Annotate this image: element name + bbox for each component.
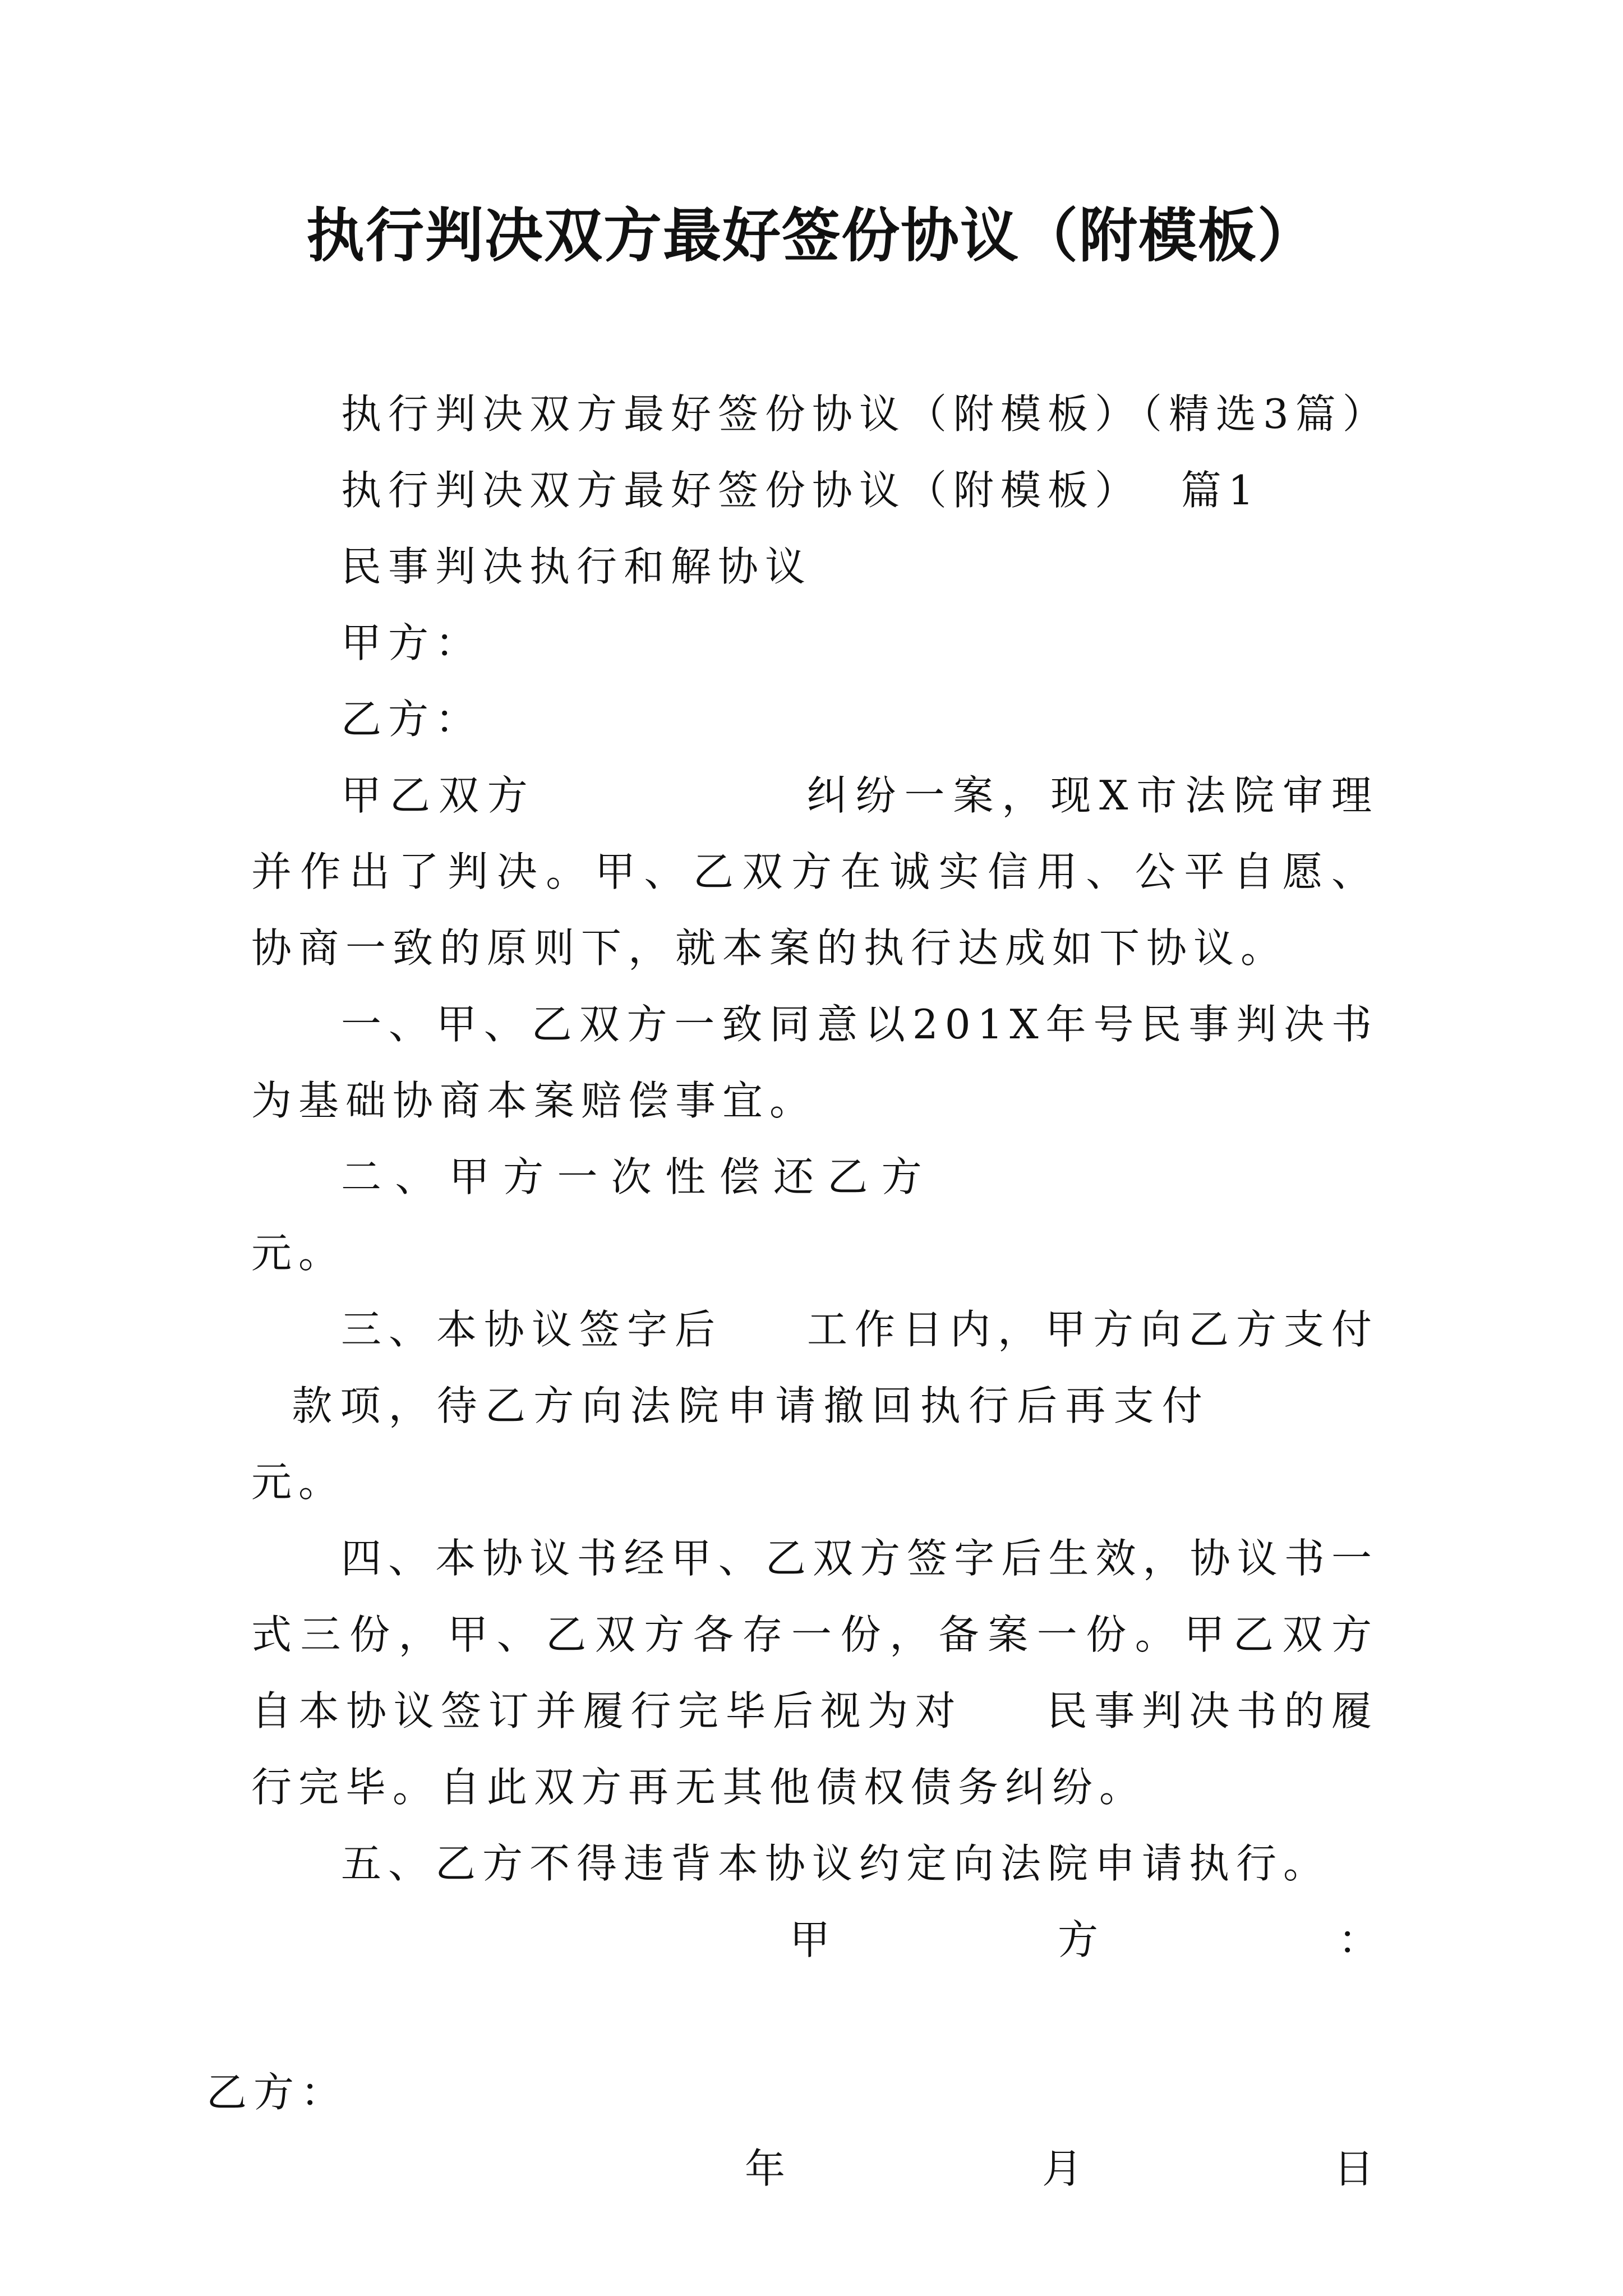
signature-gap <box>251 1978 1378 2054</box>
item3-part-a: 三、本协议签字后 <box>341 1306 722 1353</box>
item4-part-a: 四、本协议书经甲、乙双方签字后生效，协议书一式三份，甲、乙双方各存一份，备案一份。甲乙双方自本协议签订并履行完毕后视为对 <box>251 1535 1378 1734</box>
signature-date <box>251 2131 1381 2207</box>
item4-part-b: 民事判决书的履行完毕。自此双方再无其他债权债务纠纷。 <box>251 1687 1378 1811</box>
item3-part-c: 款项，待乙方向法院申请撤回执行后再支付 <box>291 1382 1210 1429</box>
item2-part-b: 元。 <box>251 1230 346 1277</box>
document-title: 执行判决双方最好签份协议（附模板） <box>306 201 1317 270</box>
article-heading: 执行判决双方最好签份协议（附模板） 篇1 <box>341 467 1261 514</box>
party-a-line: 甲方： <box>341 619 483 666</box>
item3-part-b: 工作日内，甲方向乙方支付 <box>806 1306 1378 1353</box>
item2-part-a: 二、甲方一次性偿还乙方 <box>341 1153 935 1200</box>
date-month: 月 <box>1042 2145 1090 2192</box>
item3-part-d: 元。 <box>251 1458 346 1506</box>
sig-b-label: 乙方： <box>206 2069 348 2116</box>
paragraph-dispute <box>251 757 1378 986</box>
sig-a-colon: ： <box>1338 1916 1386 1963</box>
signature-party-a <box>251 1902 1386 1978</box>
item-3 <box>251 1291 1378 1520</box>
sig-a-char-2: 方 <box>1058 1916 1105 1963</box>
sig-a-char-1: 甲 <box>790 1916 837 1963</box>
signature-party-b <box>206 2054 1378 2131</box>
date-year: 年 <box>745 2145 792 2192</box>
item-2 <box>251 1139 1378 1291</box>
item-1: 一、甲、乙双方一致同意以201X年号民事判决书为基础协商本案赔偿事宜。 <box>251 1001 1378 1124</box>
agreement-name: 民事判决执行和解协议 <box>341 543 813 590</box>
subtitle-line: 执行判决双方最好签份协议（附模板）（精选3篇） <box>341 390 1390 438</box>
date-day: 日 <box>1334 2145 1381 2192</box>
item-4 <box>251 1520 1378 1825</box>
para1-part-b: 纠纷一案，现X市法院审理并作出了判决。甲、乙双方在诚实信用、公平自愿、协商一致的原则下，就本案的执行达成如下协议。 <box>251 772 1378 972</box>
party-b-line: 乙方： <box>341 696 483 743</box>
item-5: 五、乙方不得违背本协议约定向法院申请执行。 <box>341 1840 1331 1887</box>
document-body <box>206 376 1390 2207</box>
para1-part-a: 甲乙双方 <box>341 772 536 819</box>
